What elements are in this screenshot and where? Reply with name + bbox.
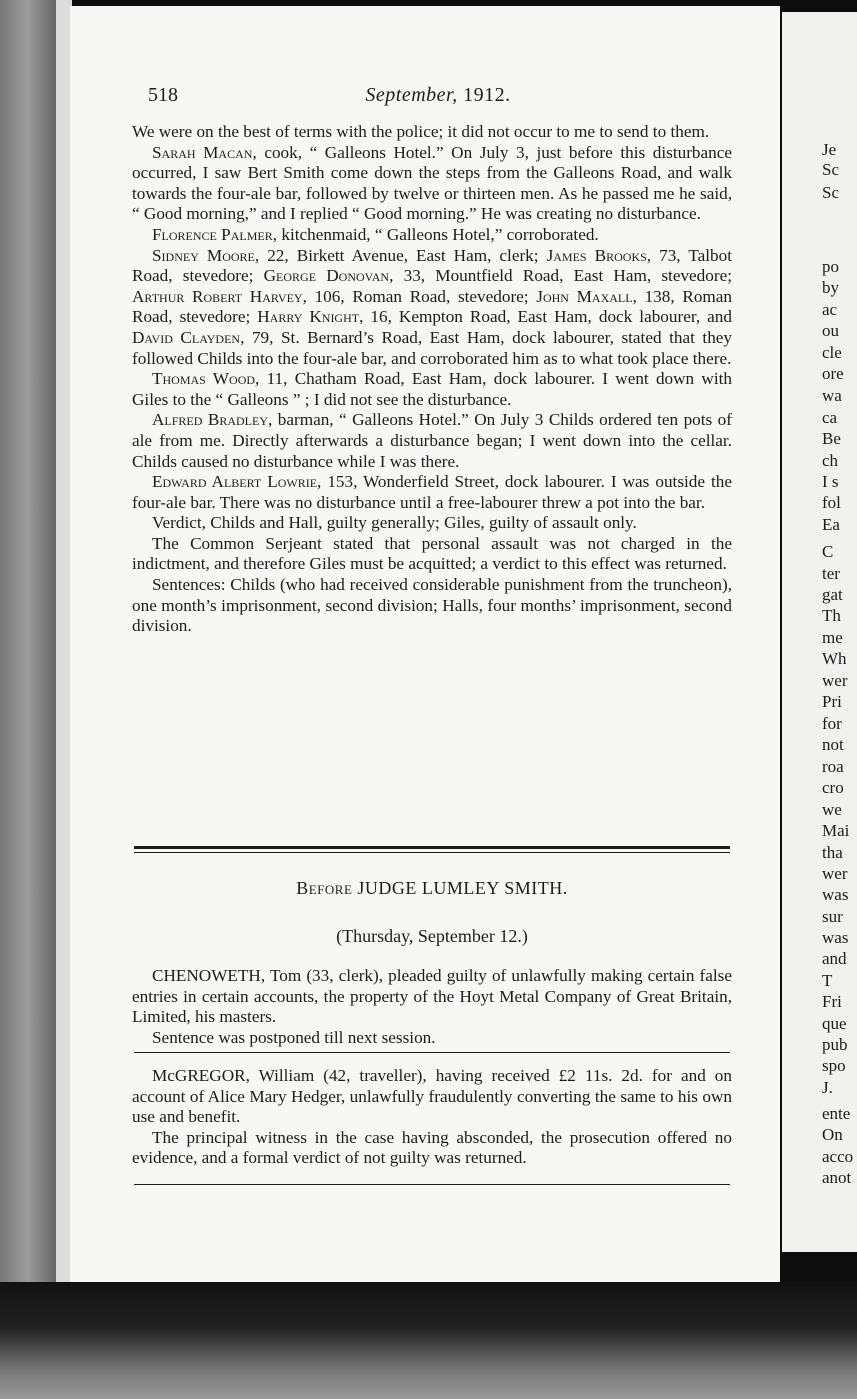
adjacent-page-text: cro (822, 778, 844, 797)
witness-detail: , 22, Birkett Avenue, East Ham, clerk; (254, 245, 547, 265)
adjacent-page-text: ca (822, 408, 838, 427)
witness-name: Alfred Bradley (152, 410, 268, 430)
case-text: , William (42, traveller), having received £2 11s. 2d. for and on account of Alice Mary Hedger, unlawfully fraudulently converting the same to his own use and benefit. (132, 1066, 732, 1127)
case-result: The principal witness in the case having absconded, the prosecution offered no evidence, and a formal verdict of not guilty was returned. (132, 1127, 732, 1168)
adjacent-page-text: for (822, 714, 842, 733)
adjacent-page-text: I s (822, 472, 839, 491)
adjacent-page-text: roa (822, 757, 844, 776)
adjacent-page-text: C (822, 542, 834, 561)
adjacent-page-text: wa (822, 386, 842, 405)
adjacent-page-text: spo (822, 1056, 846, 1075)
paragraph (132, 246, 732, 370)
adjacent-page-text: ter (822, 564, 840, 583)
adjacent-page-text: ore (822, 364, 844, 383)
paragraph: The Common Serjeant stated that personal assault was not charged in the indictment, and therefore Giles must be acquitted; a verdict to this effect was returned. (132, 533, 732, 574)
adjacent-page-text: ac (822, 300, 838, 319)
adjacent-page-text: gat (822, 585, 843, 604)
paragraph (132, 472, 732, 513)
adjacent-page-text: Sc (822, 183, 839, 202)
section-date: (Thursday, September 12.) (336, 926, 528, 946)
adjacent-page-text: Be (822, 429, 841, 448)
witness-name: James Brooks (546, 245, 647, 265)
adjacent-page-text: sur (822, 907, 843, 926)
adjacent-page-text: and (822, 949, 847, 968)
adjacent-page-text: fol (822, 493, 841, 512)
adjacent-page-text: anot (822, 1168, 852, 1187)
witness-name: Thomas Wood (152, 369, 256, 389)
adjacent-page-text: we (822, 800, 842, 819)
witness-name: Edward Albert Lowrie (152, 472, 318, 492)
witness-detail: , 79, St. Bernard’s Road, East Ham, dock labourer, stated that they followed Childs into the four-ale bar, and corroborated him as to what took place there. (132, 327, 733, 368)
adjacent-page-text: que (822, 1014, 847, 1033)
adjacent-page-text: tha (822, 843, 843, 862)
adjacent-page-text: T (822, 971, 833, 990)
defendant-name: McGREGOR (152, 1066, 246, 1085)
sentences-paragraph: Sentences: Childs (who had received considerable punishment from the truncheon), one month’s imprisonment, second division; Halls, four months’ imprisonment, second division. (132, 575, 732, 636)
adjacent-page-text: Mai (822, 821, 850, 840)
witness-statement: , 153, Wonderfield Street, dock labourer. I was outside the four-ale bar. There was no disturbance until a free-labourer threw a pot into the bar. (132, 472, 733, 512)
body-text (132, 122, 732, 637)
adjacent-page-text: ch (822, 451, 839, 470)
witness-detail: , 106, Roman Road, stevedore; (302, 286, 537, 306)
scan-bottom-edge (0, 1282, 857, 1399)
adjacent-page-fragment (782, 12, 857, 1252)
running-head (148, 84, 728, 107)
case-chenoweth (132, 966, 732, 1048)
running-head-month: September, (365, 84, 458, 106)
witness-statement: , kitchenmaid, “ Galleons Hotel,” corroborated. (272, 224, 599, 244)
running-head-year: 1912. (463, 84, 511, 106)
witness-statement: , 11, Chatham Road, East Ham, dock labourer. I went down with Giles to the “ Galleons ” ; I did not see the disturbance. (132, 369, 732, 409)
witness-detail: , 33, Mountfield Road, East Ham, stevedore; (389, 266, 732, 286)
scan-left-edge (0, 0, 62, 1399)
case-mcgregor (132, 1066, 732, 1169)
case-divider (134, 1052, 730, 1053)
witness-detail: , 138, Roman Road, stevedore; (132, 286, 733, 327)
adjacent-page-text: ente (822, 1104, 851, 1123)
case-text: , Tom (33, clerk), pleaded guilty of unlawfully making certain false entries in certain accounts, the property of the Hoyt Metal Company of Great Britain, Limited, his masters. (132, 966, 732, 1027)
adjacent-page-text: wer (822, 671, 848, 690)
adjacent-page-text: me (822, 628, 843, 647)
section-title-prefix: Before (296, 878, 353, 898)
adjacent-page-text: Wh (822, 649, 847, 668)
witness-name: David Clayden (132, 327, 241, 347)
section-divider (134, 846, 730, 853)
adjacent-page-text: was (822, 928, 849, 947)
adjacent-page-text: J. (822, 1078, 833, 1097)
witness-detail: , 16, Kempton Road, East Ham, dock labourer, and (359, 307, 732, 327)
adjacent-page-text: Ea (822, 515, 840, 534)
adjacent-page-text: wer (822, 864, 848, 883)
adjacent-page-text: Pri (822, 692, 842, 711)
adjacent-page-text: On (822, 1125, 843, 1144)
witness-detail: , 73, Talbot Road, stevedore; (132, 245, 732, 286)
section-title (134, 878, 730, 899)
adjacent-page-text: Th (822, 606, 841, 625)
witness-name: Florence Palmer (152, 224, 273, 244)
adjacent-page-text: was (822, 885, 849, 904)
adjacent-page-text: cle (822, 343, 842, 362)
adjacent-page-text: Sc (822, 160, 839, 179)
verdict-paragraph: Verdict, Childs and Hall, guilty generally; Giles, guilty of assault only. (152, 513, 637, 533)
paragraph: We were on the best of terms with the police; it did not occur to me to send to them. (132, 122, 710, 141)
case-paragraph (132, 966, 732, 1028)
case-divider (134, 1184, 730, 1185)
witness-name: Sarah Macan (152, 142, 253, 162)
witness-statement: , barman, “ Galleons Hotel.” On July 3 Childs ordered ten pots of ale from me. Directly afterwards a disturbance began; I went down into the cellar. Childs caused no disturbance while I was there. (132, 410, 732, 471)
adjacent-page-text: ou (822, 321, 839, 340)
witness-name: George Donovan (263, 266, 390, 286)
case-sentence: Sentence was postponed till next session. (152, 1027, 436, 1047)
witness-name: Harry Knight (257, 307, 360, 327)
page-header (148, 84, 728, 114)
section-title-main: JUDGE LUMLEY SMITH. (357, 878, 568, 898)
witness-statement: , cook, “ Galleons Hotel.” On July 3, just before this disturbance occurred, I saw Bert Smith come down the steps from the Galleons Road, and walk towards the four-ale bar, followed by twelve or thirteen men. As he passed me he said, “ Good morning,” and I replied “ Good morning.” He was creating no disturbance. (132, 142, 732, 224)
paragraph (132, 410, 732, 472)
adjacent-page-text: acco (822, 1147, 854, 1166)
page-number: 518 (148, 84, 178, 106)
witness-name: Arthur Robert Harvey (132, 286, 303, 306)
adjacent-page-text: by (822, 278, 839, 297)
adjacent-page-text: not (822, 735, 844, 754)
adjacent-page-text: Fri (822, 992, 842, 1011)
witness-name: Sidney Moore (152, 245, 255, 265)
witness-name: John Maxall (536, 286, 633, 306)
adjacent-page-text: pub (822, 1035, 848, 1054)
adjacent-page-text: Je (822, 140, 837, 159)
case-paragraph (132, 1066, 732, 1128)
defendant-name: CHENOWETH (152, 966, 261, 985)
paragraph (132, 369, 732, 410)
adjacent-page-text: po (822, 257, 839, 276)
paragraph (132, 143, 732, 225)
paragraph (132, 225, 732, 246)
